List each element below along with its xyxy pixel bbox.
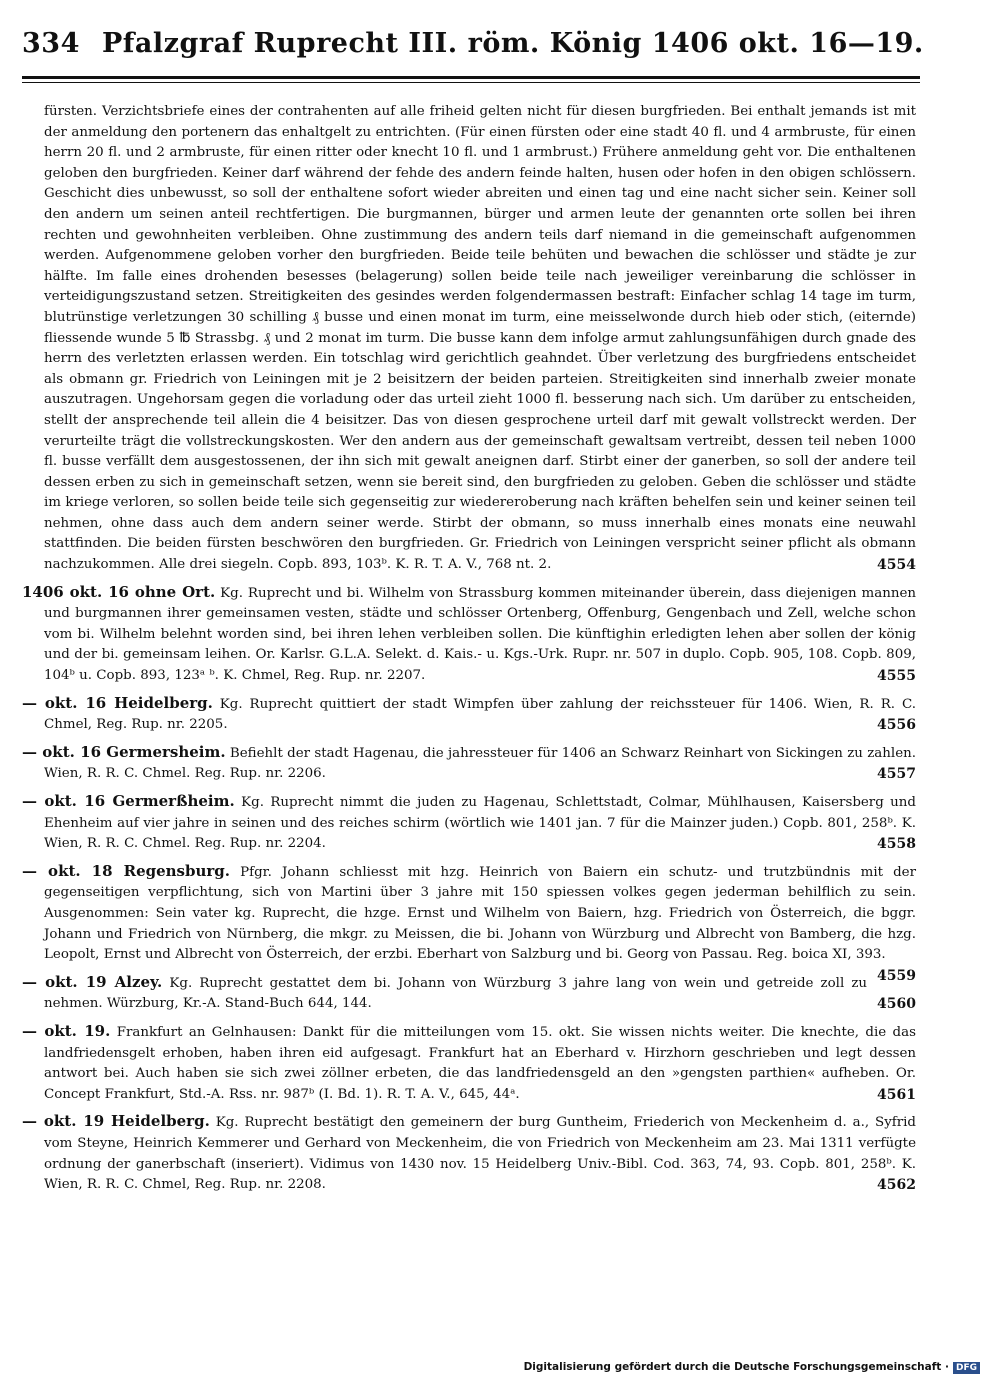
entry-heading: — okt. 19 Alzey. [22,972,163,991]
continuation-text: fürsten. Verzichtsbriefe eines der contrahenten auf alle friheid gelten nicht für diesen burgfrieden. Bei enthalt jemands ist mit der anmeldung den portenern das enhaltgelt zu entrichten. (Für einen fürsten oder eine stadt 40 fl. und 4 armbruste, für einen herrn 20 fl. und 2 armbruste, für einen ritter oder knecht 10 fl. und 1 armbrust.) Frühere anmeldung geht vor. Die enthaltenen geloben den burgfrieden. Keiner darf während der fehde des andern feinde halten, husen oder hofen in den obigen schlössern. Geschicht dies unbewusst, so soll der enthaltene sofort wieder abreiten und einen tag und eine nacht sicher sein. Keiner soll den andern um seinen anteil rechtfertigen. Die burgmannen, bürger und armen leute der genannten orte sollen bei ihren rechten und gewohnheiten verbleiben. Ohne zustimmung des andern teils darf niemand in die gemeinschaft aufgenommen werden. Aufgenommene geloben vorher den burgfrieden. Beide teile behüten und bewachen die schlösser und städte je zur hälfte. Im falle eines drohenden besesses (belagerung) sollen beide teile nach jeweiliger vereinbarung die schlösser in verteidigungszustand setzen. Streitigkeiten des gesindes werden folgendermassen bestraft: Einfacher schlag 14 tage im turm, blutrünstige verletzungen 30 schilling ₰ busse und einen monat im turm, eine meisselwonde durch hieb oder stich, (eiternde) fliessende wunde 5 ℔ Strassbg. ₰ und 2 monat im turm. Die busse kann dem infolge armut zahlungsunfähigen durch gnade des herrn des verletzten erlassen werden. Ein totschlag wird gerichtlich geahndet. Über verletzung des burgfriedens entscheidet als obmann gr. Friedrich von Leiningen mit je 2 beisitzern der beiden parteien. Streitigkeiten sind innerhalb zweier monate auszutragen. Ungehorsam gegen die vorladung oder das urteil zieht 1000 fl. besserung nach sich. Um darüber zu entscheiden, stellt der ansprechende teil allein die 4 beisitzer. Das von diesen gesprochene urteil darf mit gewalt vollstreckt werden. Der verurteilte trägt die vollstreckungskosten. Wer den andern aus der gemeinschaft gewaltsam vertreibt, dessen teil neben 1000 fl. busse verfällt dem ausgestossenen, der ihn sich mit gewalt aneignen darf. Stirbt einer der ganerben, so soll der andere teil dessen erben zu sich in gemeinschaft setzen, wenn sie bereit sind, den burgfrieden zu geloben. Geben die schlösser und städte im kriege verloren, so sollen beide teile sich gegenseitig zur wiedereroberung nach kräften behelfen sein und keiner seinen teil nehmen, ohne dass auch dem andern seiner werde. Stirbt der obmann, so muss innerhalb eines monats eine neuwahl stattfinden. Die beiden fürsten beschwören den burgfrieden. Gr. Friedrich von Leiningen verspricht seiner pflicht als obmann nachzukommen. Alle drei siegeln. Copb. 893, 103ᵇ. K. R. T. A. V., 768 nt. 2. [44,104,916,573]
entry-4562 [22,1111,916,1195]
footer-text: Digitalisierung gefördert durch die Deutsche Forschungsgemeinschaft · [523,1361,949,1373]
entry-text: Kg. Ruprecht quittiert der stadt Wimpfen über zahlung der reichssteuer für 1406. Wien, R. R. C. Chmel, Reg. Rup. nr. 2205. [44,696,916,733]
header-rule-thick [22,76,920,79]
page-header [22,28,922,59]
entry-number: 4554 [877,557,916,574]
entry-4560 [22,972,916,1015]
entry-number: 4557 [877,766,916,783]
entry-heading: 1406 okt. 16 ohne Ort. [22,582,216,601]
entry-4558 [22,791,916,855]
entry-number: 4556 [877,717,916,734]
continuation-paragraph [44,102,916,576]
entry-4561 [22,1021,916,1105]
entry-text: Frankfurt an Gelnhausen: Dankt für die mitteilungen vom 15. okt. Sie wissen nichts weiter. Die knechte, die das landfriedensgelt erhoben, haben ihren eid aufgesagt. Frankfurt hat an Eberhard v. Hirzhorn geschrieben und legt dessen antwort bei. Auch haben sie sich zwei zöllner erbeten, die das landfriedensgeld an den »gengsten parthien« aufheben. Or. Concept Frankfurt, Std.-A. Rss. nr. 987ᵇ (I. Bd. 1). R. T. A. V., 645, 44ᵃ. [44,1024,916,1102]
entry-heading: — okt. 19. [22,1021,111,1040]
dfg-logo[interactable]: DFG [953,1362,980,1374]
entry-text: Kg. Ruprecht nimmt die juden zu Hagenau, Schlettstadt, Colmar, Mühlhausen, Kaisersberg und Ehenheim auf vier jahre in seinen und des reiches schirm (wörtlich wie 1401 jan. 7 für die Mainzer juden.) Copb. 801, 258ᵇ. K. Wien, R. R. C. Chmel. Reg. Rup. nr. 2204. [44,795,916,852]
entry-text: Kg. Ruprecht bestätigt den gemeinern der burg Guntheim, Friederich von Meckenheim d. a., Syfrid vom Steyne, Heinrich Kemmerer und Gerhard von Meckenheim, die von Friedrich von Meckenheim am 23. Mai 1311 verfügte ordnung der ganerbschaft (inseriert). Vidimus von 1430 nov. 15 Heidelberg Univ.-Bibl. Cod. 363, 74, 93. Copb. 801, 258ᵇ. K. Wien, R. R. C. Chmel, Reg. Rup. nr. 2208. [44,1115,916,1193]
entry-4556 [22,693,916,736]
entry-4557 [22,742,916,785]
digitization-footer [524,1361,980,1374]
entry-heading: — okt. 19 Heidelberg. [22,1112,210,1131]
entry-text: Kg. Ruprecht und bi. Wilhelm von Strassburg kommen miteinander überein, dass diejenigen mannen und burgmannen ihrer gemeinsamen vesten, städte und schlösser Ortenberg, Offenburg, Gengenbach und Zell, welche schon vom bi. Wilhelm belehnt worden sind, bei ihren lehen verbleiben sollen. Die künftighin erledigten lehen aber sollen der könig und der bi. gemeinsam leihen. Or. Karlsr. G.L.A. Selekt. d. Kais.- u. Kgs.-Urk. Rupr. nr. 507 in duplo. Copb. 905, 108. Copb. 809, 104ᵇ u. Copb. 893, 123ᵃ ᵇ. K. Chmel, Reg. Rup. nr. 2207. [44,585,916,684]
entry-heading: — okt. 16 Heidelberg. [22,693,213,712]
entry-number: 4562 [877,1177,916,1194]
entry-text: Befiehlt der stadt Hagenau, die jahressteuer für 1406 an Schwarz Reinhart von Sickingen zu zahlen. Wien, R. R. C. Chmel. Reg. Rup. nr. 2206. [44,745,916,782]
entry-number: 4555 [877,668,916,685]
entry-heading: — okt. 16 Germersheim. [22,742,226,761]
entry-heading: — okt. 16 Germerßheim. [22,792,235,810]
entry-text: Pfgr. Johann schliesst mit hzg. Heinrich von Baiern ein schutz- und trutzbündnis mit der gegenseitigen verpflichtung, sich von Martini über 3 jahre mit 150 spiessen volkes gegen jederman behilflich zu sein. Ausgenommen: Sein vater kg. Ruprecht, die hzge. Ernst und Wilhelm von Baiern, hzg. Friedrich von Österreich, die bggr. Johann und Friedrich von Nürnberg, die mkgr. zu Meissen, die bi. Johann von Würzburg und Albrecht von Bamberg, die hzg. Leopolt, Ernst und Albrecht von Österreich, der erzbi. Eberhart von Salzburg und bi. Georg von Passau. Reg. boica XI, 393. [44,864,916,963]
entry-number: 4560 [877,996,916,1013]
page-number: 334 [22,28,80,59]
body-text [22,102,916,1196]
entry-text: Kg. Ruprecht gestattet dem bi. Johann von Würzburg 3 jahre lang von wein und getreide zoll zu nehmen. Würzburg, Kr.-A. Stand-Buch 644, 144. [44,975,868,1012]
header-rule-thin [22,82,920,83]
entry-number: 4561 [877,1086,916,1103]
entry-heading: — okt. 18 Regensburg. [22,861,231,880]
entry-4555 [22,582,916,687]
entry-number: 4558 [877,836,916,853]
page-title: Pfalzgraf Ruprecht III. röm. König 1406 okt. 16—19. [102,28,924,59]
entry-number: 4559 [877,967,916,984]
